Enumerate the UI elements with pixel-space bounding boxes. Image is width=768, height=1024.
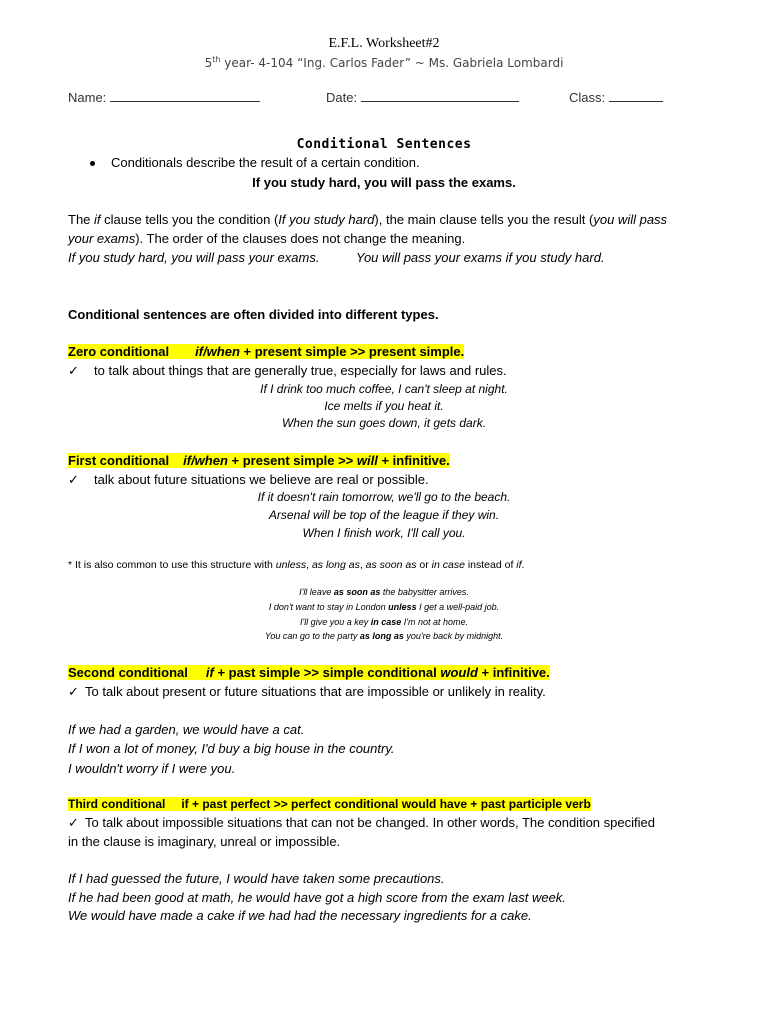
first-infinitive: + infinitive. [377,453,450,468]
small-text: the babysitter arrives. [380,587,469,597]
zero-ifwhen: if/when [195,344,240,359]
note-text: , [359,559,366,571]
second-infinitive: + infinitive. [477,665,550,680]
note-italic: in case [431,559,465,571]
first-title: First conditional [68,453,170,468]
year-number: 5 [204,56,213,70]
types-intro: Conditional sentences are often divided into different types. [68,307,439,322]
bullet-text: Conditionals describe the result of a certain condition. [111,155,420,170]
zero-use-text: to talk about things that are generally true, especially for laws and rules. [94,363,507,378]
third-example-3: We would have made a cake if we had had the necessary ingredients for a cake. [68,908,532,923]
subtitle-rest: year- 4-104 “Ing. Carlos Fader” ~ Ms. Gabriela Lombardi [220,56,564,70]
small-example-3 [0,617,768,627]
note-text: * It is also common to use this structure with [68,559,276,571]
small-bold: in case [370,617,402,627]
third-example-1: If I had guessed the future, I would have taken some precautions. [68,871,445,886]
first-example-3: When I finish work, I'll call you. [302,526,466,540]
date-blank [361,91,519,102]
check-icon: ✓ [68,472,79,487]
third-example-2: If he had been good at math, he would have got a high score from the exam last week. [68,890,566,905]
note-text: instead of [464,559,517,571]
third-formula: if + past perfect >> perfect conditional would have + past participle verb [181,797,591,811]
first-formula: + present simple >> [227,453,357,468]
bullet-icon [90,161,95,166]
second-formula: + past simple >> simple conditional [213,665,441,680]
third-conditional-heading [68,797,591,811]
note-italic: as soon as [365,559,417,571]
zero-example-3: When the sun goes down, it gets dark. [281,416,487,430]
zero-example-1: If I drink too much coffee, I can't sleep at night. [260,382,508,396]
section-heading: Conditional Sentences [296,137,472,152]
first-use [68,472,429,488]
note-text: . [521,559,525,571]
note-italic: unless [275,559,307,571]
name-label: Name: [68,90,110,105]
second-title: Second conditional [68,665,188,680]
first-example-2: Arsenal will be top of the league if they win. [268,508,500,522]
worksheet-subtitle [0,55,768,70]
small-text: I'm not at home. [401,617,469,627]
para-text: The [68,212,95,227]
explanation-example-2: You will pass your exams if you study hard. [356,250,605,265]
small-text: You can go to the party [264,631,360,641]
zero-formula: + present simple >> present simple. [239,344,465,359]
check-icon: ✓ [68,815,79,830]
class-blank [609,91,663,102]
bullet-item [90,155,420,170]
third-use-line-2: in the clause is imaginary, unreal or impossible. [68,834,341,849]
para-italic: you will pass [593,212,668,227]
small-bold: unless [388,602,417,612]
key-example: If you study hard, you will pass the exams. [252,175,516,190]
class-label: Class: [569,90,609,105]
third-title: Third conditional [68,797,166,811]
second-if: if [205,665,214,680]
small-example-4 [0,631,768,641]
small-example-1 [0,587,768,597]
year-suffix: th [212,55,221,64]
worksheet-title: E.F.L. Worksheet#2 [328,36,440,51]
second-example-2: If I won a lot of money, I'd buy a big house in the country. [68,741,395,756]
para-text: ). The order of the clauses does not change the meaning. [135,231,466,246]
small-text: I don't want to stay in London [268,602,389,612]
second-would: would [440,665,478,680]
third-use-text: To talk about impossible situations that can not be changed. In other words, The condition specified [85,815,655,830]
name-field [68,90,260,105]
explanation-line-2 [68,231,465,246]
date-field [326,90,519,105]
zero-conditional-heading [68,344,464,359]
third-use-line-1 [68,815,655,831]
para-italic: your exams [68,231,136,246]
para-italic: If you study hard [278,212,375,227]
second-conditional-heading [68,665,550,680]
small-text: I get a well-paid job. [416,602,500,612]
class-field [569,90,663,105]
small-bold: as soon as [333,587,381,597]
small-text: you're back by midnight. [403,631,504,641]
first-note [68,559,524,571]
explanation-line-1 [68,212,667,227]
explanation-example-1: If you study hard, you will pass your exams. [68,250,320,265]
para-text: clause tells you the condition ( [100,212,279,227]
para-italic: if [94,212,101,227]
first-example-1: If it doesn't rain tomorrow, we'll go to the beach. [257,490,511,504]
small-example-2 [0,602,768,612]
first-conditional-heading [68,453,450,468]
small-text: I'll give you a key [299,617,371,627]
check-icon: ✓ [68,363,79,378]
name-blank [110,91,260,102]
small-bold: as long as [359,631,404,641]
first-will: will [356,453,378,468]
second-use [68,684,546,700]
second-example-1: If we had a garden, we would have a cat. [68,722,305,737]
note-text: , [306,559,312,571]
zero-title: Zero conditional [68,344,170,359]
date-label: Date: [326,90,361,105]
para-text: ), the main clause tells you the result ( [374,212,594,227]
note-italic: if [516,559,522,571]
second-use-text: To talk about present or future situations that are impossible or unlikely in reality. [85,684,546,699]
check-icon: ✓ [68,684,79,699]
zero-use [68,363,507,379]
note-italic: as long as [311,559,360,571]
small-text: I'll leave [299,587,334,597]
note-text: or [416,559,432,571]
second-example-3: I wouldn't worry if I were you. [68,761,236,776]
first-use-text: talk about future situations we believe are real or possible. [94,472,429,487]
first-ifwhen: if/when [183,453,228,468]
zero-example-2: Ice melts if you heat it. [324,399,444,413]
